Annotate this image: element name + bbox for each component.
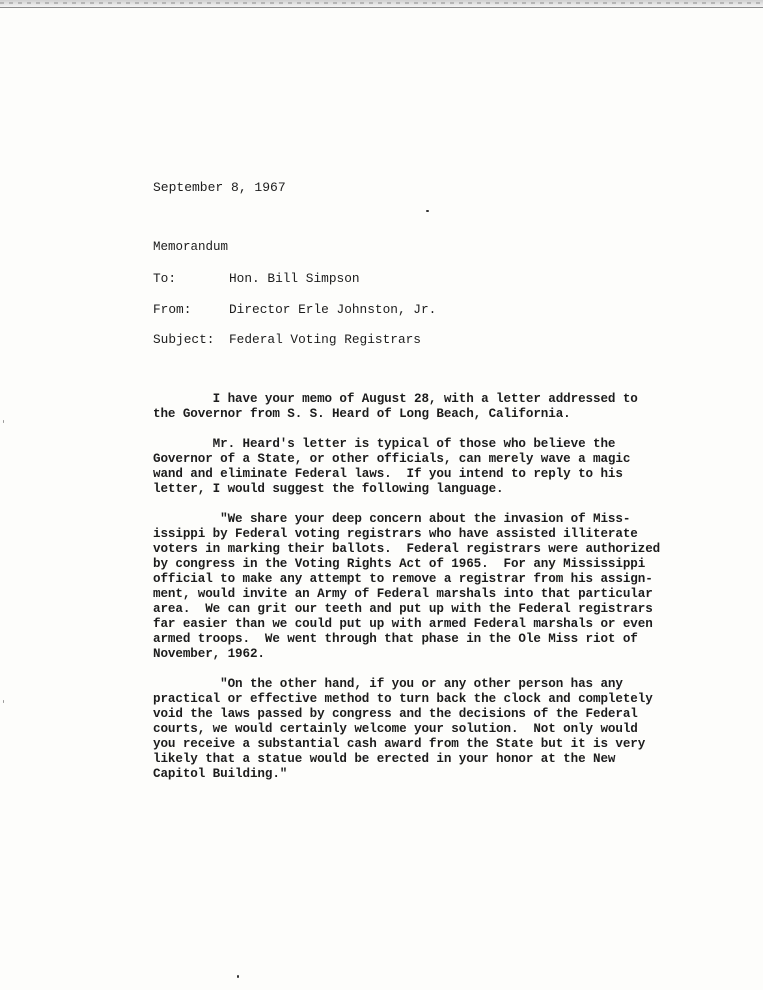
from-value: Director Erle Johnston, Jr. — [229, 302, 437, 317]
scan-speck — [426, 210, 429, 212]
scan-speck — [237, 975, 239, 978]
subject-label: Subject: — [153, 332, 215, 347]
memo-subject-row — [153, 332, 421, 347]
body-paragraph-4: "On the other hand, if you or any other person has any practical or effective method to turn back the clock and completely void the laws passed by congress and the decisions of the Federal courts, we would certainly welcome your solution. Not only would you receive a substantial cash award from the State but it is very likely that a statue would be erected in your honor at the New Capitol Building." — [153, 677, 653, 781]
scan-edge-marks — [0, 2, 763, 4]
body-paragraph-3: "We share your deep concern about the invasion of Miss- issippi by Federal voting registrars who have assisted illiterate voters in marking their ballots. Federal registrars were authorized by congress in the Voting Rights Act of 1965. For any Mississippi official to make any attempt to remove a registrar from his assign- ment, would invite an Army of Federal marshals into that particular area. We can grit our teeth and put up with the Federal registrars far easier than we could put up with armed Federal marshals or even armed troops. We went through that phase in the Ole Miss riot of November, 1962. — [153, 512, 661, 661]
memo-heading: Memorandum — [153, 240, 229, 254]
to-value: Hon. Bill Simpson — [229, 271, 360, 286]
body-paragraph-1: I have your memo of August 28, with a letter addressed to the Governor from S. S. Heard of Long Beach, California. — [153, 392, 638, 421]
memo-to-row — [153, 271, 360, 286]
scan-top-edge — [0, 0, 763, 8]
scan-speck — [3, 420, 4, 423]
to-label: To: — [153, 271, 177, 286]
body-paragraph-2: Mr. Heard's letter is typical of those who believe the Governor of a State, or other officials, can merely wave a magic wand and eliminate Federal laws. If you intend to reply to his letter, I would suggest the following language. — [153, 437, 631, 496]
scan-speck — [3, 700, 4, 703]
memo-from-row — [153, 302, 436, 317]
from-label: From: — [153, 302, 192, 317]
subject-value: Federal Voting Registrars — [229, 332, 421, 347]
memo-date: September 8, 1967 — [153, 180, 286, 195]
